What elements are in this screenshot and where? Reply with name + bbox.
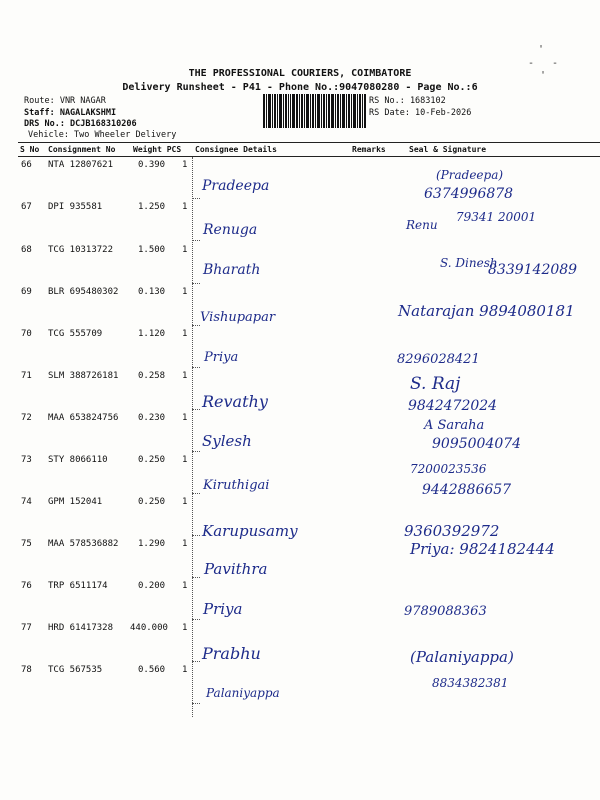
signature-handwriting: 8339142089 [488,262,578,278]
header-bottom-rule [18,156,600,157]
col-consignee: Consignee Details [195,145,277,154]
row-pcs: 1 [182,455,188,465]
row-sno: 74 [21,497,32,507]
barcode [263,94,366,128]
row-sno: 68 [21,245,32,255]
runsheet-subtitle: Delivery Runsheet - P41 - Phone No.:9047080280 - Page No.:6 [122,82,478,93]
signature-handwriting: S. Raj [410,374,461,394]
row-weight: 1.290 [138,539,166,549]
row-sno: 72 [21,413,32,423]
row-pcs: 1 [182,497,188,507]
corner-mark: - [552,58,559,69]
row-sno: 71 [21,371,32,381]
row-pcs: 1 [182,371,188,381]
row-sno: 76 [21,581,32,591]
row-pcs: 1 [182,665,188,675]
row-weight: 1.250 [138,202,166,212]
col-seal: Seal & Signature [409,145,487,154]
consignee-handwritten-name: Pavithra [204,560,268,578]
signature-handwriting: 8296028421 [397,352,480,367]
row-consignment: HRD 61417328 [48,623,114,633]
staff-label: Staff: NAGALAKSHMI [24,108,117,118]
row-consignment: TCG 555709 [48,329,103,339]
row-tick [192,409,200,410]
col-sno: S No [20,145,40,154]
row-consignment: STY 8066110 [48,455,108,465]
row-weight: 0.200 [138,581,166,591]
rs-date: RS Date: 10-Feb-2026 [369,108,472,118]
signature-handwriting: 6374996878 [424,186,514,202]
corner-mark: ' [538,44,545,55]
col-consignment: Consignment No [48,145,116,154]
row-tick [192,661,200,662]
row-consignment: DPI 935581 [48,202,103,212]
row-consignment: TCG 10313722 [48,245,114,255]
row-weight: 0.230 [138,413,166,423]
row-consignment: TCG 567535 [48,665,103,675]
row-tick [192,703,200,704]
row-consignment: NTA 12807621 [48,160,114,170]
row-pcs: 1 [182,202,188,212]
consignee-handwritten-name: Revathy [202,392,268,411]
col-remarks: Remarks [352,145,386,154]
row-weight: 0.250 [138,455,166,465]
signature-handwriting: 9360392972 [404,522,500,540]
vehicle-label: Vehicle: Two Wheeler Delivery [28,130,177,140]
signature-handwriting: A Saraha [424,418,485,433]
row-pcs: 1 [182,329,188,339]
row-sno: 78 [21,665,32,675]
row-weight: 0.130 [138,287,166,297]
row-weight: 0.258 [138,371,166,381]
row-tick [192,325,200,326]
row-tick [192,535,200,536]
row-sno: 77 [21,623,32,633]
row-sno: 73 [21,455,32,465]
consignee-handwritten-name: Vishupapar [200,310,276,325]
consignee-handwritten-name: Bharath [203,262,261,278]
row-tick [192,493,200,494]
signature-handwriting: Priya: 9824182444 [410,540,555,558]
row-pcs: 1 [182,287,188,297]
row-sno: 70 [21,329,32,339]
signature-handwriting: S. Dinesh [440,256,498,270]
row-consignment: SLM 388726181 [48,371,119,381]
row-weight: 440.000 [130,623,168,633]
signature-handwriting: (Pradeepa) [436,168,504,182]
row-weight: 0.560 [138,665,166,675]
signature-handwriting: Renu [406,218,438,232]
row-consignment: BLR 695480302 [48,287,119,297]
row-pcs: 1 [182,413,188,423]
row-pcs: 1 [182,245,188,255]
consignee-handwritten-name: Kiruthigai [203,478,270,493]
row-sno: 66 [21,160,32,170]
row-sno: 67 [21,202,32,212]
company-name: THE PROFESSIONAL COURIERS, COIMBATORE [188,68,412,79]
drs-label: DRS No.: DCJB168310206 [24,119,137,129]
row-pcs: 1 [182,160,188,170]
row-tick [192,451,200,452]
row-tick [192,240,200,241]
row-consignment: TRP 6511174 [48,581,108,591]
row-pcs: 1 [182,581,188,591]
signature-handwriting: 8834382381 [432,676,509,690]
corner-mark: ' [540,70,547,81]
signature-handwriting: Natarajan 9894080181 [398,302,575,320]
row-pcs: 1 [182,539,188,549]
signature-handwriting: 9789088363 [404,604,487,619]
consignee-handwritten-name: Renuga [203,222,258,238]
row-weight: 0.250 [138,497,166,507]
row-pcs: 1 [182,623,188,633]
row-tick [192,577,200,578]
consignee-handwritten-name: Palaniyappa [206,686,280,700]
consignee-handwritten-name: Pradeepa [202,178,270,194]
row-sno: 69 [21,287,32,297]
signature-handwriting: 9442886657 [422,482,512,498]
row-weight: 1.120 [138,329,166,339]
corner-mark: - [528,58,535,69]
signature-handwriting: 7200023536 [410,462,487,476]
row-tick [192,198,200,199]
col-weight-pcs: Weight PCS [133,145,182,154]
row-tick [192,619,200,620]
consignee-handwritten-name: Priya [204,350,239,365]
row-tick [192,367,200,368]
row-tick [192,283,200,284]
header-top-rule [18,142,600,143]
signature-handwriting: 9095004074 [432,436,522,452]
consignee-handwritten-name: Karupusamy [202,522,298,540]
rs-number: RS No.: 1683102 [369,96,446,106]
row-consignment: GPM 152041 [48,497,103,507]
consignee-handwritten-name: Sylesh [202,432,252,450]
signature-handwriting: 9842472024 [408,398,498,414]
route-label: Route: VNR NAGAR [24,96,106,106]
signature-handwriting: 79341 20001 [456,210,537,224]
row-sno: 75 [21,539,32,549]
consignee-handwritten-name: Priya [203,600,243,618]
row-weight: 1.500 [138,245,166,255]
row-weight: 0.390 [138,160,166,170]
consignee-handwritten-name: Prabhu [202,644,261,663]
column-divider [192,157,193,717]
row-consignment: MAA 578536882 [48,539,119,549]
signature-handwriting: (Palaniyappa) [410,648,514,666]
row-consignment: MAA 653824756 [48,413,119,423]
